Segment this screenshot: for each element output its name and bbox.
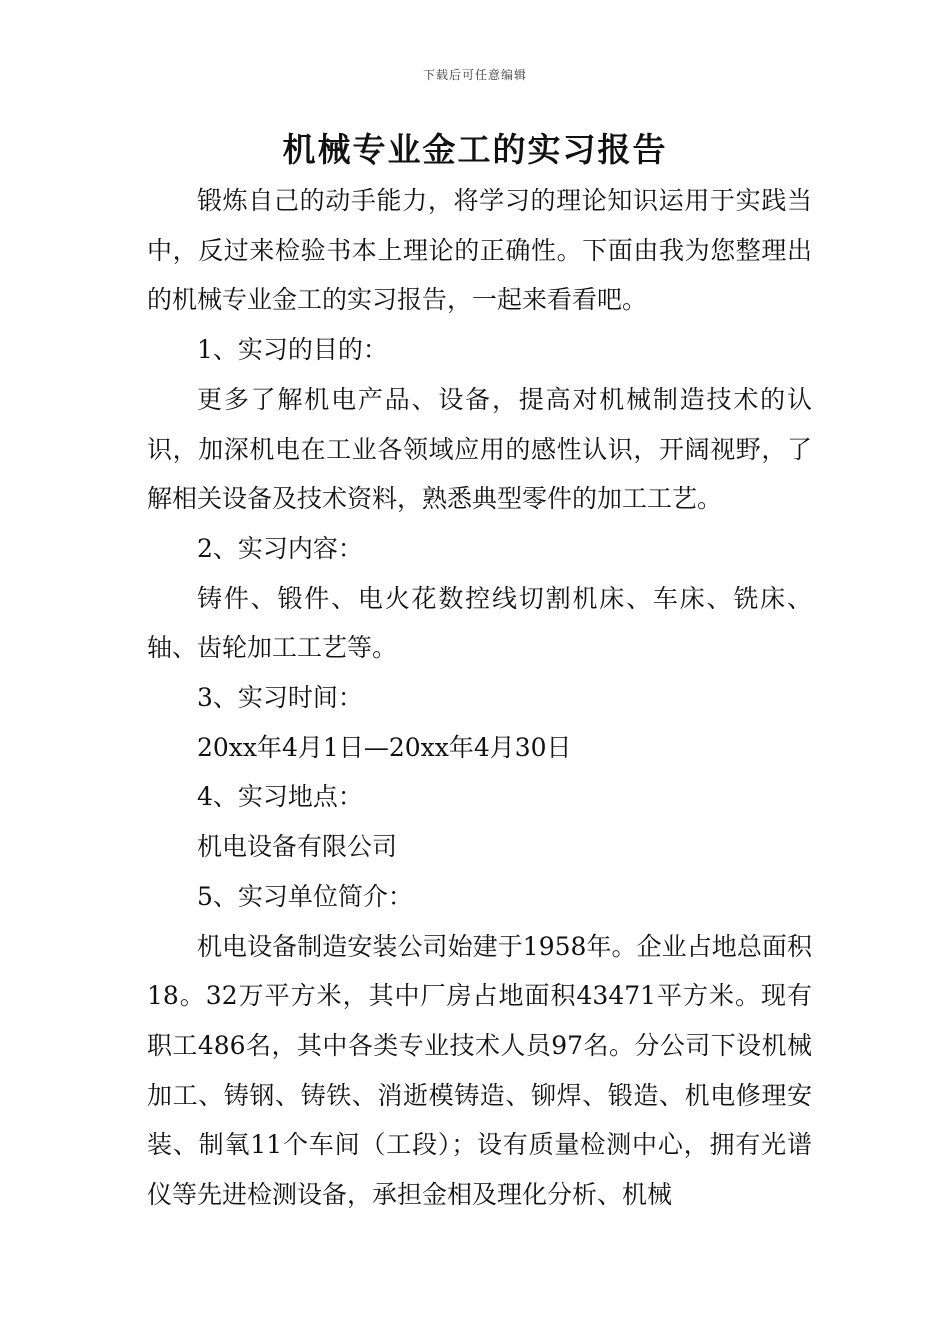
- section-heading-company: 5、实习单位简介：: [197, 881, 413, 911]
- section-heading-location: 4、实习地点：: [197, 782, 363, 812]
- section-heading-time: 3、实习时间：: [197, 683, 363, 713]
- document-body: [147, 176, 812, 1220]
- location-paragraph: 机电设备有限公司: [197, 832, 398, 862]
- content-paragraph: 铸件、锻件、电火花数控线切割机床、车床、铣床、轴、齿轮加工工艺等。: [147, 583, 812, 663]
- section-heading-content: 2、实习内容：: [197, 533, 363, 563]
- time-paragraph: 20xx年4月1日—20xx年4月30日: [197, 732, 572, 762]
- intro-paragraph: 锻炼自己的动手能力，将学习的理论知识运用于实践当中，反过来检验书本上理论的正确性。下面由我为您整理出的机械专业金工的实习报告，一起来看看吧。: [147, 186, 812, 315]
- purpose-paragraph: 更多了解机电产品、设备，提高对机械制造技术的认识，加深机电在工业各领域应用的感性认识，开阔视野，了解相关设备及技术资料，熟悉典型零件的加工工艺。: [147, 384, 812, 514]
- header-note: 下载后可任意编辑: [422, 68, 527, 82]
- document-title: 机械专业金工的实习报告: [282, 130, 668, 169]
- section-heading-purpose: 1、实习的目的：: [197, 335, 388, 365]
- company-paragraph: 机电设备制造安装公司始建于1958年。企业占地总面积18。32万平方米，其中厂房占地面积43471平方米。现有职工486名，其中各类专业技术人员97名。分公司下设机械加工、铸钢、铸铁、消逝模铸造、铆焊、锻造、机电修理安装、制氧11个车间（工段）；设有质量检测中心，拥有光谱仪等先进检测设备，承担金相及理化分析、机械: [147, 931, 812, 1210]
